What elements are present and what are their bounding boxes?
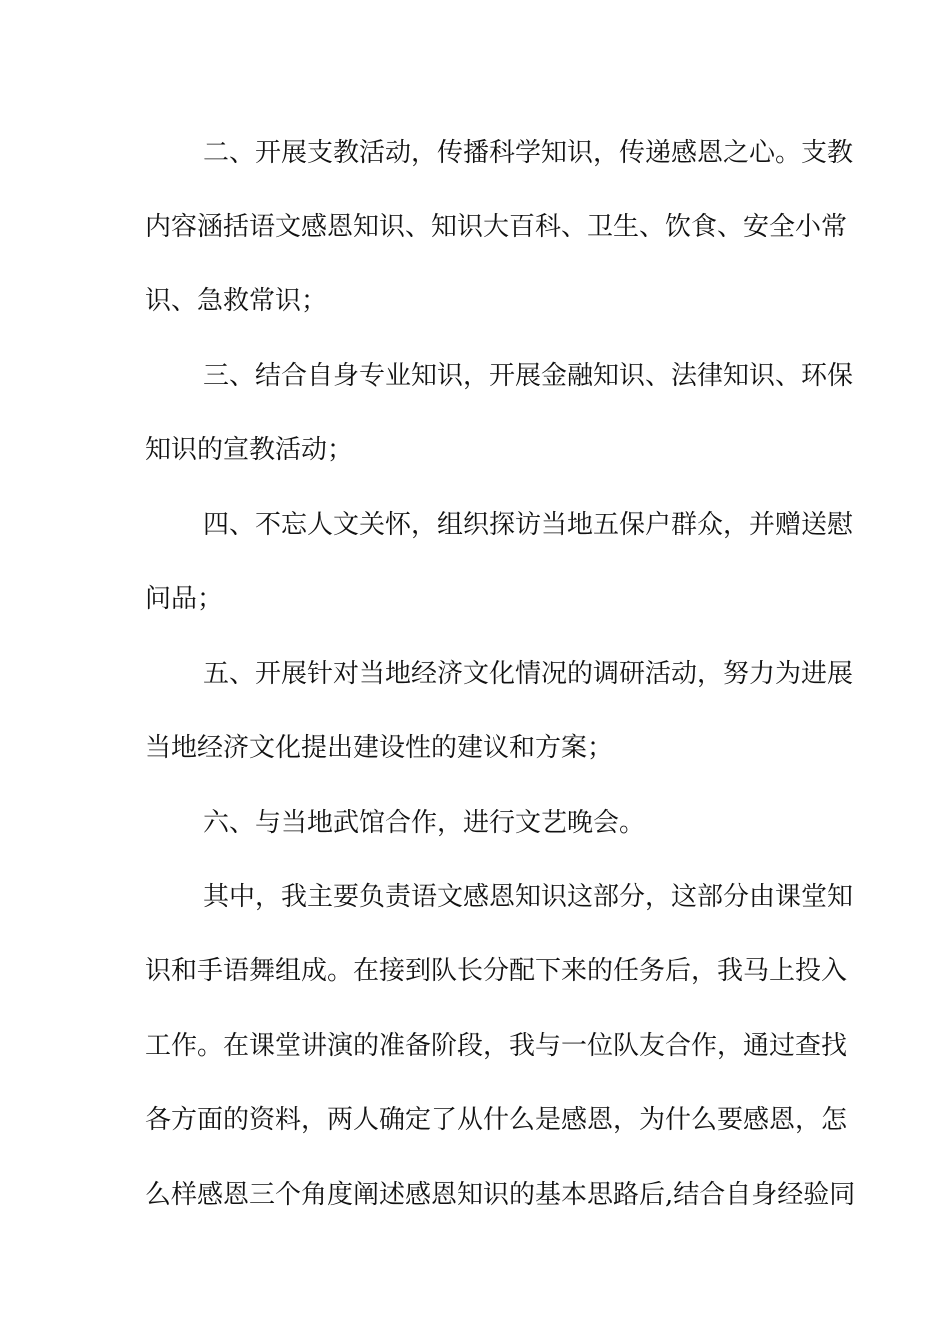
paragraph-2-line-1: 二、开展支教活动，传播科学知识，传递感恩之心。支教 — [203, 138, 854, 168]
paragraph-6-line-1: 六、与当地武馆合作，进行文艺晚会。 — [203, 808, 646, 838]
paragraph-5-line-1: 五、开展针对当地经济文化情况的调研活动，努力为进展 — [203, 659, 854, 689]
paragraph-2-line-2: 内容涵括语文感恩知识、知识大百科、卫生、饮食、安全小常 — [145, 212, 848, 242]
paragraph-7-line-3: 工作。在课堂讲演的准备阶段，我与一位队友合作，通过查找 — [145, 1031, 848, 1061]
paragraph-3-line-2: 知识的宣教活动； — [145, 435, 354, 465]
paragraph-2-line-3: 识、急救常识； — [145, 286, 328, 316]
paragraph-3-line-1: 三、结合自身专业知识，开展金融知识、法律知识、环保 — [203, 361, 854, 391]
paragraph-7-line-1: 其中，我主要负责语文感恩知识这部分，这部分由课堂知 — [203, 882, 854, 912]
paragraph-7-line-5: 么样感恩三个角度阐述感恩知识的基本思路后,结合自身经验同 — [145, 1180, 856, 1210]
paragraph-7-line-2: 识和手语舞组成。在接到队长分配下来的任务后，我马上投入 — [145, 956, 848, 986]
paragraph-5-line-2: 当地经济文化提出建设性的建议和方案； — [145, 733, 614, 763]
paragraph-4-line-2: 问品； — [145, 584, 224, 614]
paragraph-4-line-1: 四、不忘人文关怀，组织探访当地五保户群众，并赠送慰 — [203, 510, 854, 540]
paragraph-7-line-4: 各方面的资料，两人确定了从什么是感恩，为什么要感恩，怎 — [145, 1105, 848, 1135]
